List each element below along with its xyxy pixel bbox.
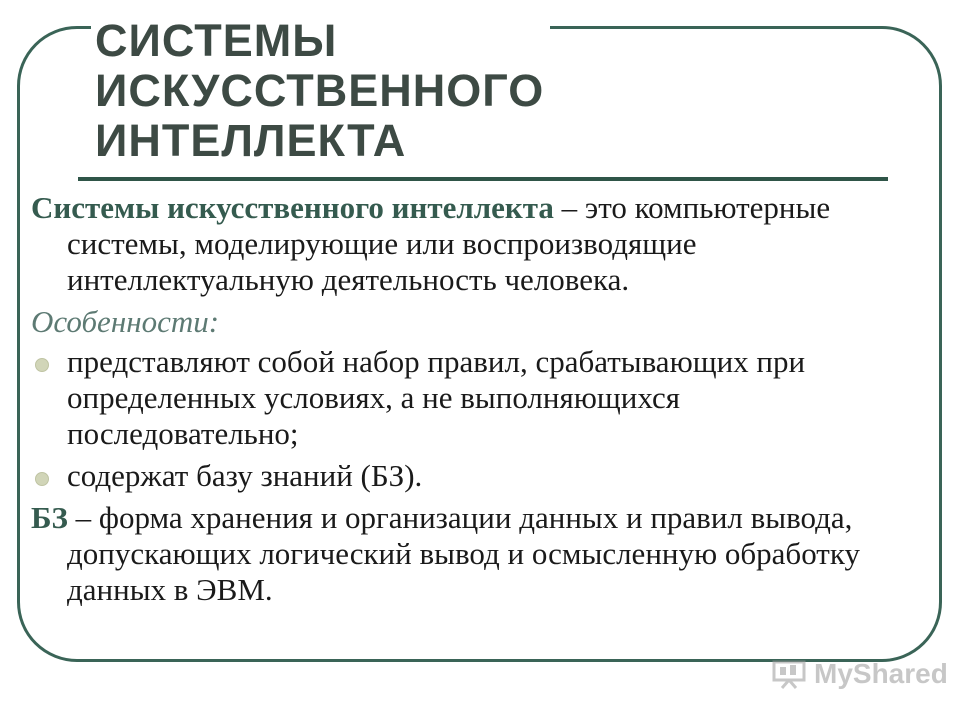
slide-title: [95, 16, 544, 166]
presentation-board-icon: [770, 659, 810, 689]
definition-paragraph: [31, 190, 911, 298]
title-underline: [78, 177, 888, 181]
slide-content: [31, 190, 911, 608]
list-item: [31, 458, 911, 494]
watermark-text: MyShared: [814, 658, 948, 689]
definition-text: – это компьютерные системы, моделирующие или воспроизводящие интеллектуальную деятельность человека.: [67, 190, 831, 297]
title-line-3: ИНТЕЛЛЕКТА: [95, 115, 407, 166]
title-block: [91, 16, 550, 166]
watermark: [770, 658, 948, 690]
bullet-dot-icon: [35, 472, 49, 486]
list-item: [31, 344, 911, 452]
feature-text-2: содержат базу знаний (БЗ).: [67, 458, 423, 493]
kb-term: БЗ: [31, 500, 68, 535]
definition-term: Системы искусственного интеллекта: [31, 190, 554, 225]
title-line-2: ИСКУССТВЕННОГО: [95, 65, 545, 116]
bullet-dot-icon: [35, 358, 49, 372]
kb-definition-text: – форма хранения и организации данных и правил вывода, допускающих логический вывод и осмысленную обработку данных в ЭВМ.: [67, 500, 860, 607]
feature-text-1: представляют собой набор правил, срабатывающих при определенных условиях, а не выполняющихся последовательно;: [67, 344, 806, 451]
kb-definition-paragraph: [31, 500, 911, 608]
features-list: [31, 344, 911, 494]
features-heading: Особенности:: [31, 304, 220, 339]
title-line-1: СИСТЕМЫ: [95, 15, 338, 66]
